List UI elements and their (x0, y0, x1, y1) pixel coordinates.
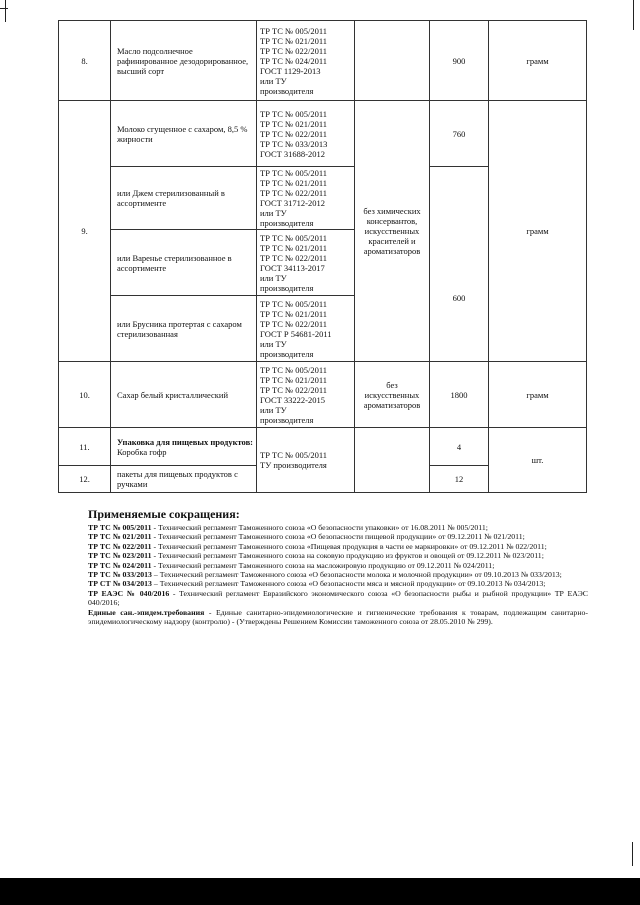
row-number: 9. (59, 101, 111, 362)
row-number: 10. (59, 362, 111, 428)
product-name: или Брусника протертая с сахаром стерилизованная (111, 296, 257, 362)
abbreviation-text: - Технический регламент Таможенного союза «Пищевая продукция в части ее маркировки» от 09.12.2011 № 022/2011; (151, 541, 547, 551)
abbreviation-code: ТР ЕАЭС № 040/2016 (88, 588, 170, 598)
standard-line: ТР ТС № 022/2011 (260, 318, 328, 329)
standard-line: или ТУ (260, 338, 287, 349)
standard-line: производителя (260, 414, 314, 425)
product-name: Сахар белый кристаллический (111, 362, 257, 428)
abbreviation-item (88, 579, 588, 588)
abbreviation-code: ТР ТС № 021/2011 (88, 532, 152, 542)
quantity-cell: 900 (430, 21, 489, 101)
unit-cell: грамм (489, 101, 587, 362)
product-name-cell (111, 428, 257, 466)
standards-cell (257, 167, 355, 230)
standard-line: ГОСТ 31688-2012 (260, 148, 326, 159)
scan-bottom-bar (0, 878, 640, 905)
row-number: 11. (59, 428, 111, 466)
standard-line: ГОСТ 34113-2017 (260, 262, 325, 273)
standards-cell (257, 296, 355, 362)
standard-line: ТР ТС № 021/2011 (260, 374, 328, 385)
standard-line: или ТУ (260, 404, 287, 415)
quantity-cell: 1800 (430, 362, 489, 428)
requirements-cell (355, 21, 430, 101)
quantity-cell: 4 (430, 428, 489, 466)
table-row (59, 21, 587, 101)
abbreviation-code: ТР ТС № 033/2013 (88, 570, 152, 580)
standard-line: ТР ТС № 021/2011 (260, 35, 328, 46)
abbreviation-item (88, 532, 588, 541)
row-number: 8. (59, 21, 111, 101)
standards-cell (257, 230, 355, 296)
table-row (59, 362, 587, 428)
unit-cell: шт. (489, 428, 587, 493)
requirements-cell: без искусственных ароматизаторов (355, 362, 430, 428)
scan-mark-right (633, 0, 634, 30)
standard-line: ГОСТ 31712-2012 (260, 198, 326, 208)
standard-line: ТР ТС № 005/2011 (260, 450, 328, 460)
abbreviations-list (88, 523, 588, 626)
standard-line: ГОСТ 1129-2013 (260, 65, 321, 76)
standard-line: ТУ производителя (260, 460, 327, 470)
table-row (59, 428, 587, 466)
quantity-cell: 760 (430, 101, 489, 167)
abbreviation-item (88, 561, 588, 570)
abbreviation-text: – Технический регламент Таможенного союза «О безопасности мяса и мясной продукции» от 09.10.2013 № 034/2013; (151, 579, 546, 589)
standard-line: производителя (260, 282, 314, 293)
standard-line: ТР ТС № 005/2011 (260, 232, 328, 243)
abbreviation-item (88, 589, 588, 608)
abbreviation-item (88, 542, 588, 551)
standard-line: производителя (260, 218, 314, 228)
standard-line: ТР ТС № 022/2011 (260, 384, 328, 395)
abbreviation-item (88, 608, 588, 627)
standard-line: ТР ТС № 022/2011 (260, 188, 328, 198)
requirements-cell: без химических консервантов, искусственных красителей и ароматизаторов (355, 101, 430, 362)
unit-cell: грамм (489, 362, 587, 428)
abbreviation-item (88, 570, 588, 579)
scan-mark-left (5, 0, 6, 22)
product-name: пакеты для пищевых продуктов с ручками (111, 466, 257, 493)
standard-line: ТР ТС № 022/2011 (260, 45, 328, 56)
product-name: или Варенье стерилизованное в ассортименте (111, 230, 257, 296)
standard-line: ТР ТС № 022/2011 (260, 128, 328, 139)
standards-cell (257, 101, 355, 167)
abbreviation-text: - Технический регламент Евразийского экономического союза «О безопасности рыбы и рыбной продукции» ТР ЕАЭС 040/2016; (88, 588, 588, 608)
quantity-cell: 12 (430, 466, 489, 493)
row-number: 12. (59, 466, 111, 493)
standard-line: производителя (260, 85, 314, 96)
standard-line: ТР ТС № 033/2013 (260, 138, 328, 149)
product-name: или Джем стерилизованный в ассортименте (111, 167, 257, 230)
standards-cell (257, 362, 355, 428)
abbreviation-text: - Технический регламент Таможенного союза на масложировую продукцию от 09.12.2011 № 024/2011; (151, 560, 495, 570)
scan-mark-right-lower (632, 842, 633, 866)
standard-line: ТР ТС № 005/2011 (260, 108, 328, 119)
standard-line: ТР ТС № 024/2011 (260, 55, 328, 66)
standard-line: ТР ТС № 021/2011 (260, 118, 328, 129)
standards-cell (257, 428, 355, 493)
product-category: Упаковка для пищевых продуктов: (117, 436, 253, 447)
standard-line: ТР ТС № 005/2011 (260, 25, 328, 36)
abbreviation-code: Единые сан.-эпидем.требования (88, 607, 205, 617)
product-name: Масло подсолнечное рафинированное дезодорированное, высший сорт (111, 21, 257, 101)
standard-line: ГОСТ Р 54681-2011 (260, 328, 332, 339)
standard-line: ТР ТС № 022/2011 (260, 252, 328, 263)
abbreviation-text: – Технический регламент Таможенного союза «О безопасности молока и молочной продукции» от 09.10.2013 № 033/2013; (151, 570, 562, 580)
abbreviation-code: ТР ТС № 022/2011 (88, 541, 152, 551)
standard-line: или ТУ (260, 75, 287, 86)
abbreviation-item (88, 551, 588, 560)
product-name: Молоко сгущенное с сахаром, 8,5 % жирности (111, 101, 257, 167)
unit-cell: грамм (489, 21, 587, 101)
standard-line: производителя (260, 348, 314, 359)
standard-line: ТР ТС № 021/2011 (260, 242, 328, 253)
abbreviation-code: ТР ТС № 005/2011 (88, 523, 152, 532)
standard-line: ГОСТ 33222-2015 (260, 394, 326, 405)
standard-line: ТР ТС № 021/2011 (260, 308, 328, 319)
product-name: Коробка гофр (117, 446, 167, 457)
abbreviation-code: ТР СТ № 034/2013 (88, 579, 152, 589)
abbreviation-text: - Технический регламент Таможенного союза на соковую продукцию из фруктов и овощей от 09.12.2011 № 023/2011; (151, 551, 544, 561)
abbreviation-text: - Единые санитарно-эпидемиологические и гигиенические требования к товарам, подлежащим санитарно-эпидемиологическому надзору (контролю) - (Утверждены Решением Комиссии таможенного союза от 28.05.2010 № 299). (88, 607, 589, 627)
standards-cell (257, 21, 355, 101)
scan-mark-top (0, 8, 8, 9)
abbreviation-text: - Технический регламент Таможенного союза «О безопасности пищевой продукции» от 09.12.2011 № 021/2011; (151, 532, 525, 542)
abbreviation-text: - Технический регламент Таможенного союза «О безопасности упаковки» от 16.08.2011 № 005/2011; (151, 523, 488, 532)
quantity-cell: 600 (430, 167, 489, 362)
abbreviations-section (88, 508, 588, 626)
abbreviation-item (88, 523, 588, 532)
products-table (58, 20, 587, 493)
standard-line: ТР ТС № 005/2011 (260, 364, 328, 375)
abbreviations-title: Применяемые сокращения: (88, 507, 240, 521)
abbreviation-code: ТР ТС № 024/2011 (88, 560, 152, 570)
abbreviation-code: ТР ТС № 023/2011 (88, 551, 152, 561)
standard-line: ТР ТС № 005/2011 (260, 168, 328, 178)
standard-line: ТР ТС № 021/2011 (260, 178, 328, 188)
standard-line: или ТУ (260, 208, 287, 218)
standard-line: ТР ТС № 005/2011 (260, 298, 328, 309)
requirements-cell (355, 428, 430, 493)
standard-line: или ТУ (260, 272, 287, 283)
table-row (59, 101, 587, 167)
